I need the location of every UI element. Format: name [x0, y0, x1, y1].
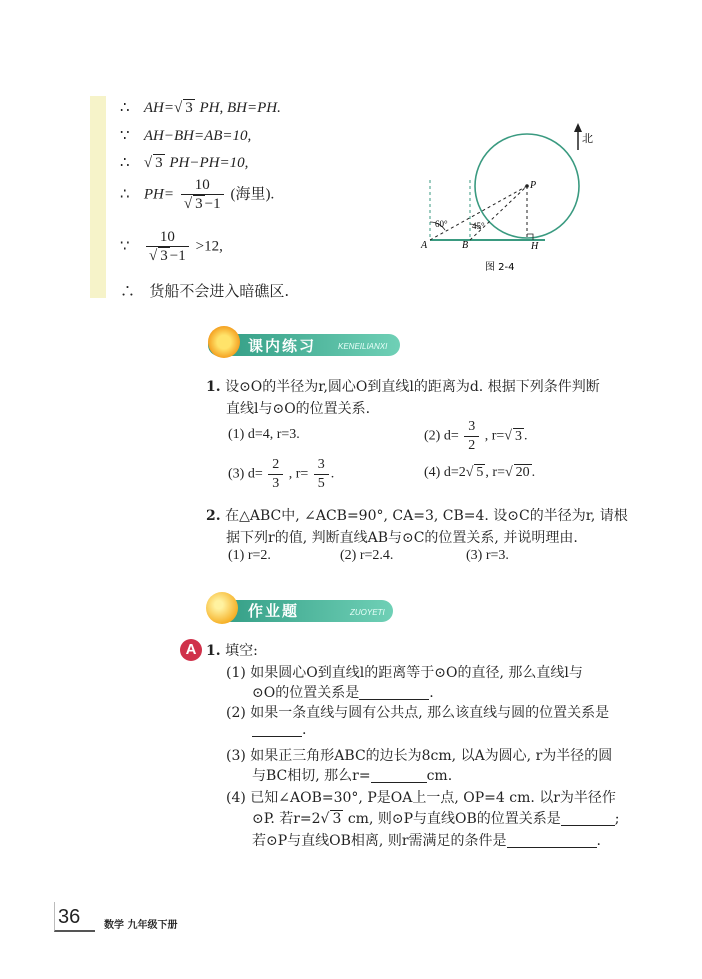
- label-h: H: [531, 241, 539, 252]
- solution-line-4: ∴ PH= $\frac{10}{√ 3 -1}$ (海里).: [120, 177, 275, 212]
- homework-q1-title: 1. 填空:: [206, 643, 258, 659]
- practice-q2-part3: (3) r=3.: [466, 548, 509, 563]
- label-b: B: [462, 240, 469, 251]
- practice-q2-part2: (2) r=2.4.: [340, 548, 394, 563]
- solution-line-3: ∴ √ 3 PH−PH=10,: [120, 153, 249, 171]
- homework-s3-line2: 与BC相切, 那么r= cm.: [252, 768, 453, 784]
- fraction: $\frac{10}{√ 3 -1}$: [181, 176, 224, 213]
- label-p: P: [530, 180, 537, 191]
- answer-blank[interactable]: [561, 811, 615, 826]
- label-angle-45: 45°: [472, 221, 485, 231]
- answer-blank[interactable]: [371, 768, 427, 783]
- homework-banner-title: 作业题: [248, 602, 300, 620]
- page-number: 36: [58, 906, 81, 928]
- sun-icon: [208, 326, 240, 358]
- homework-s3-line1: (3) 如果正三角形ABC的边长为8cm, 以A为圆心, r为半径的圆: [226, 748, 613, 764]
- practice-banner-title: 课内练习: [248, 337, 317, 355]
- book-title: 数学 九年级下册: [104, 920, 178, 931]
- solution-margin-bar: [90, 96, 106, 298]
- practice-q1-part4: (4) d=2√ 5 , r=√ 20 .: [424, 465, 536, 480]
- homework-s4-line2: ⊙P. 若r=2√ 3 cm, 则⊙P与直线OB的位置关系是 ;: [252, 811, 620, 827]
- practice-q1-line2: 直线l与⊙O的位置关系.: [226, 401, 371, 417]
- practice-q1-part3: (3) d= $\frac{2}{3}$ , r= $\frac{3}{5}$ .: [228, 457, 335, 491]
- answer-blank[interactable]: [252, 722, 302, 737]
- label-a: A: [421, 240, 428, 251]
- solution-line-6: ∴ 货船不会进入暗礁区.: [120, 282, 290, 300]
- figure-caption: 图 2-4: [485, 262, 515, 273]
- answer-blank[interactable]: [507, 833, 597, 848]
- practice-q2-line2: 据下列r的值, 判断直线AB与⊙C的位置关系, 并说明理由.: [226, 530, 578, 546]
- north-arrow-head-icon: [574, 123, 582, 132]
- practice-q2-part1: (1) r=2.: [228, 548, 271, 563]
- practice-q1-part2: (2) d= $\frac{3}{2}$ , r=√ 3 .: [424, 419, 528, 453]
- solution-line-5: ∵ $\frac{10}{√ 3 -1}$ >12,: [120, 229, 223, 264]
- figure-2-4: [410, 118, 600, 288]
- solution-line-1: ∴ AH=√ 3 PH, BH=PH.: [120, 98, 281, 116]
- homework-s4-line3: 若⊙P与直线OB相离, 则r需满足的条件是 .: [252, 833, 601, 849]
- homework-s2-line1: (2) 如果一条直线与圆有公共点, 那么该直线与圆的位置关系是: [226, 705, 610, 721]
- homework-s4-line1: (4) 已知∠AOB=30°, P是OA上一点, OP=4 cm. 以r为半径作: [226, 790, 616, 806]
- point-p: [525, 184, 529, 188]
- homework-s1-line1: (1) 如果圆心O到直线l的距离等于⊙O的直径, 那么直线l与: [226, 665, 583, 681]
- homework-banner-sub: ZUOYETI: [350, 608, 385, 617]
- practice-q2-line1: 2. 在△ABC中, ∠ACB=90°, CA=3, CB=4. 设⊙C的半径为r, 请根: [206, 508, 628, 524]
- homework-s2-line2: .: [252, 722, 306, 738]
- practice-q1-line1: 1. 设⊙O的半径为r,圆心O到直线l的距离为d. 根据下列条件判断: [206, 379, 600, 395]
- homework-s1-line2: ⊙O的位置关系是 .: [252, 685, 434, 701]
- practice-q1-part1: (1) d=4, r=3.: [228, 427, 300, 442]
- fraction: $\frac{10}{√ 3 -1}$: [146, 228, 189, 265]
- practice-banner-sub: KENEILIANXI: [338, 342, 388, 351]
- orange-ball-icon: [206, 592, 238, 624]
- level-a-badge: A: [180, 639, 202, 661]
- answer-blank[interactable]: [359, 685, 429, 700]
- segment-pa: [430, 186, 527, 240]
- north-label: 北: [582, 132, 593, 145]
- label-angle-60: 60°: [435, 219, 448, 229]
- solution-line-2: ∵ AH−BH=AB=10,: [120, 126, 252, 144]
